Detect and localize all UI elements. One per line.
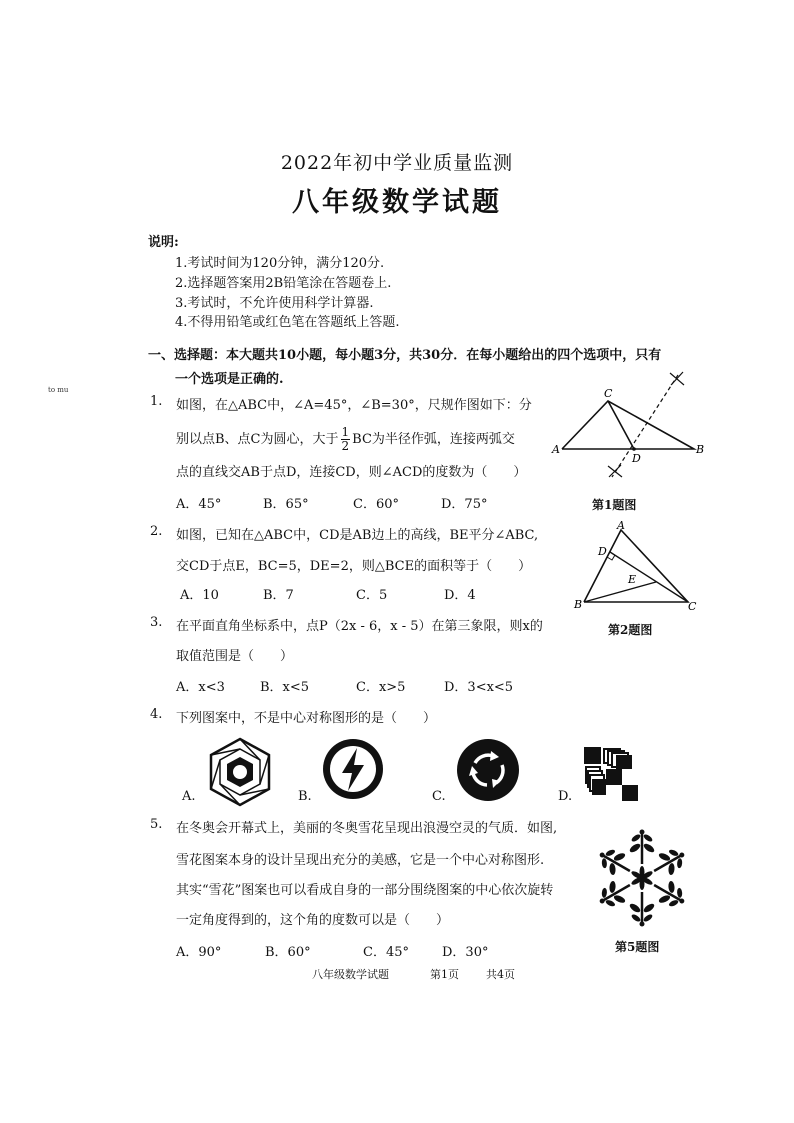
option-b[interactable]: B．x<5 (260, 680, 310, 695)
q5-text: 一定角度得到的，这个角的度数可以是（ ） (176, 913, 450, 928)
q5-text: 其实“雪花”图案也可以看成自身的一部分围绕图案的中心依次旋转 (176, 883, 554, 898)
label-E: E (628, 573, 637, 586)
q1-text (176, 426, 515, 453)
label-C: C (604, 387, 613, 400)
footer-page: 第1页 (430, 968, 459, 981)
option-b[interactable]: B．65° (263, 497, 309, 512)
option-a[interactable]: A．10 (180, 588, 219, 603)
option-b[interactable]: B．7 (263, 588, 294, 603)
q3-text: 在平面直角坐标系中，点P（2x - 6，x - 5）在第三象限，则x的 (176, 619, 543, 634)
label-D: D (598, 545, 607, 558)
figure-q1-triangle (550, 365, 710, 490)
option-d[interactable]: D．30° (442, 945, 489, 960)
exam-subtitle: 八年级数学试题 (292, 187, 502, 218)
option-a-hexagon-aperture-icon (205, 737, 275, 807)
q5-text: 在冬奥会开幕式上，美丽的冬奥雪花呈现出浪漫空灵的气质．如图, (176, 821, 558, 836)
q2-text: 交CD于点E，BC=5，DE=2，则△BCE的面积等于（ ） (176, 559, 532, 574)
figure-q5-snowflake (594, 826, 690, 930)
figure-caption: 第1题图 (592, 498, 637, 512)
instruction-item: 3.考试时，不允许使用科学计算器. (175, 296, 374, 311)
q3-text: 取值范围是（ ） (176, 649, 294, 664)
label-B: B (696, 443, 705, 456)
instructions-heading: 说明: (148, 235, 179, 250)
q1-text-post: BC为半径作弧，连接两弧交 (352, 432, 515, 447)
q1-text: 点的直线交AB于点D，连接CD，则∠ACD的度数为（ ） (176, 465, 527, 480)
figure-caption: 第5题图 (615, 940, 660, 954)
option-d-label[interactable]: D. (558, 789, 573, 804)
option-d[interactable]: D．4 (444, 588, 476, 603)
option-a[interactable]: A．x<3 (176, 680, 225, 695)
fraction-numerator: 1 (341, 425, 350, 439)
question-number: 2. (150, 524, 163, 539)
section-heading: 一、选择题：本大题共10小题，每小题3分，共30分．在每小题给出的四个选项中，只有 (148, 348, 662, 363)
question-number: 5. (150, 817, 163, 832)
q1-text: 如图，在△ABC中，∠A=45°，∠B=30°，尺规作图如下：分 (176, 398, 532, 413)
option-d-stacked-squares-icon (582, 745, 642, 805)
question-number: 1. (150, 394, 163, 409)
fraction (341, 426, 351, 453)
q2-text: 如图，已知在△ABC中，CD是AB边上的高线，BE平分∠ABC, (176, 528, 539, 543)
option-d[interactable]: D．3<x<5 (444, 680, 514, 695)
label-A: A (617, 519, 625, 532)
option-b-lightning-icon (320, 736, 386, 802)
q5-text: 雪花图案本身的设计呈现出充分的美感，它是一个中心对称图形. (176, 853, 545, 868)
option-a[interactable]: A．45° (176, 497, 222, 512)
exam-title: 2022年初中学业质量监测 (280, 152, 514, 174)
label-C: C (688, 600, 697, 613)
figure-q2-triangle (572, 519, 702, 617)
footer-subject: 八年级数学试题 (312, 968, 389, 981)
label-D: D (632, 452, 641, 465)
instruction-item: 4.不得用铅笔或红色笔在答题纸上答题. (175, 315, 400, 330)
label-A: A (552, 443, 560, 456)
option-b-label[interactable]: B. (298, 789, 312, 804)
q1-text-pre: 别以点B、点C为圆心，大于 (176, 432, 339, 447)
option-c[interactable]: C．60° (353, 497, 399, 512)
question-number: 3. (150, 615, 163, 630)
option-a[interactable]: A．90° (176, 945, 222, 960)
margin-mark: to mu (48, 386, 69, 394)
option-b[interactable]: B．60° (265, 945, 311, 960)
option-a-label[interactable]: A. (182, 789, 196, 804)
section-heading-cont: 一个选项是正确的. (175, 372, 284, 387)
figure-caption: 第2题图 (608, 623, 653, 637)
instruction-item: 2.选择题答案用2B铅笔涂在答题卷上. (175, 276, 392, 291)
footer-total: 共4页 (486, 968, 515, 981)
label-B: B (574, 598, 583, 611)
fraction-denominator: 2 (341, 439, 350, 453)
question-number: 4. (150, 707, 163, 722)
option-c[interactable]: C．45° (363, 945, 409, 960)
option-c[interactable]: C．5 (356, 588, 388, 603)
q4-text: 下列图案中，不是中心对称图形的是（ ） (176, 711, 437, 726)
instruction-item: 1.考试时间为120分钟，满分120分. (175, 256, 385, 271)
option-c[interactable]: C．x>5 (356, 680, 406, 695)
option-c-label[interactable]: C. (432, 789, 446, 804)
option-c-rotating-arrows-icon (455, 737, 521, 803)
option-d[interactable]: D．75° (441, 497, 488, 512)
